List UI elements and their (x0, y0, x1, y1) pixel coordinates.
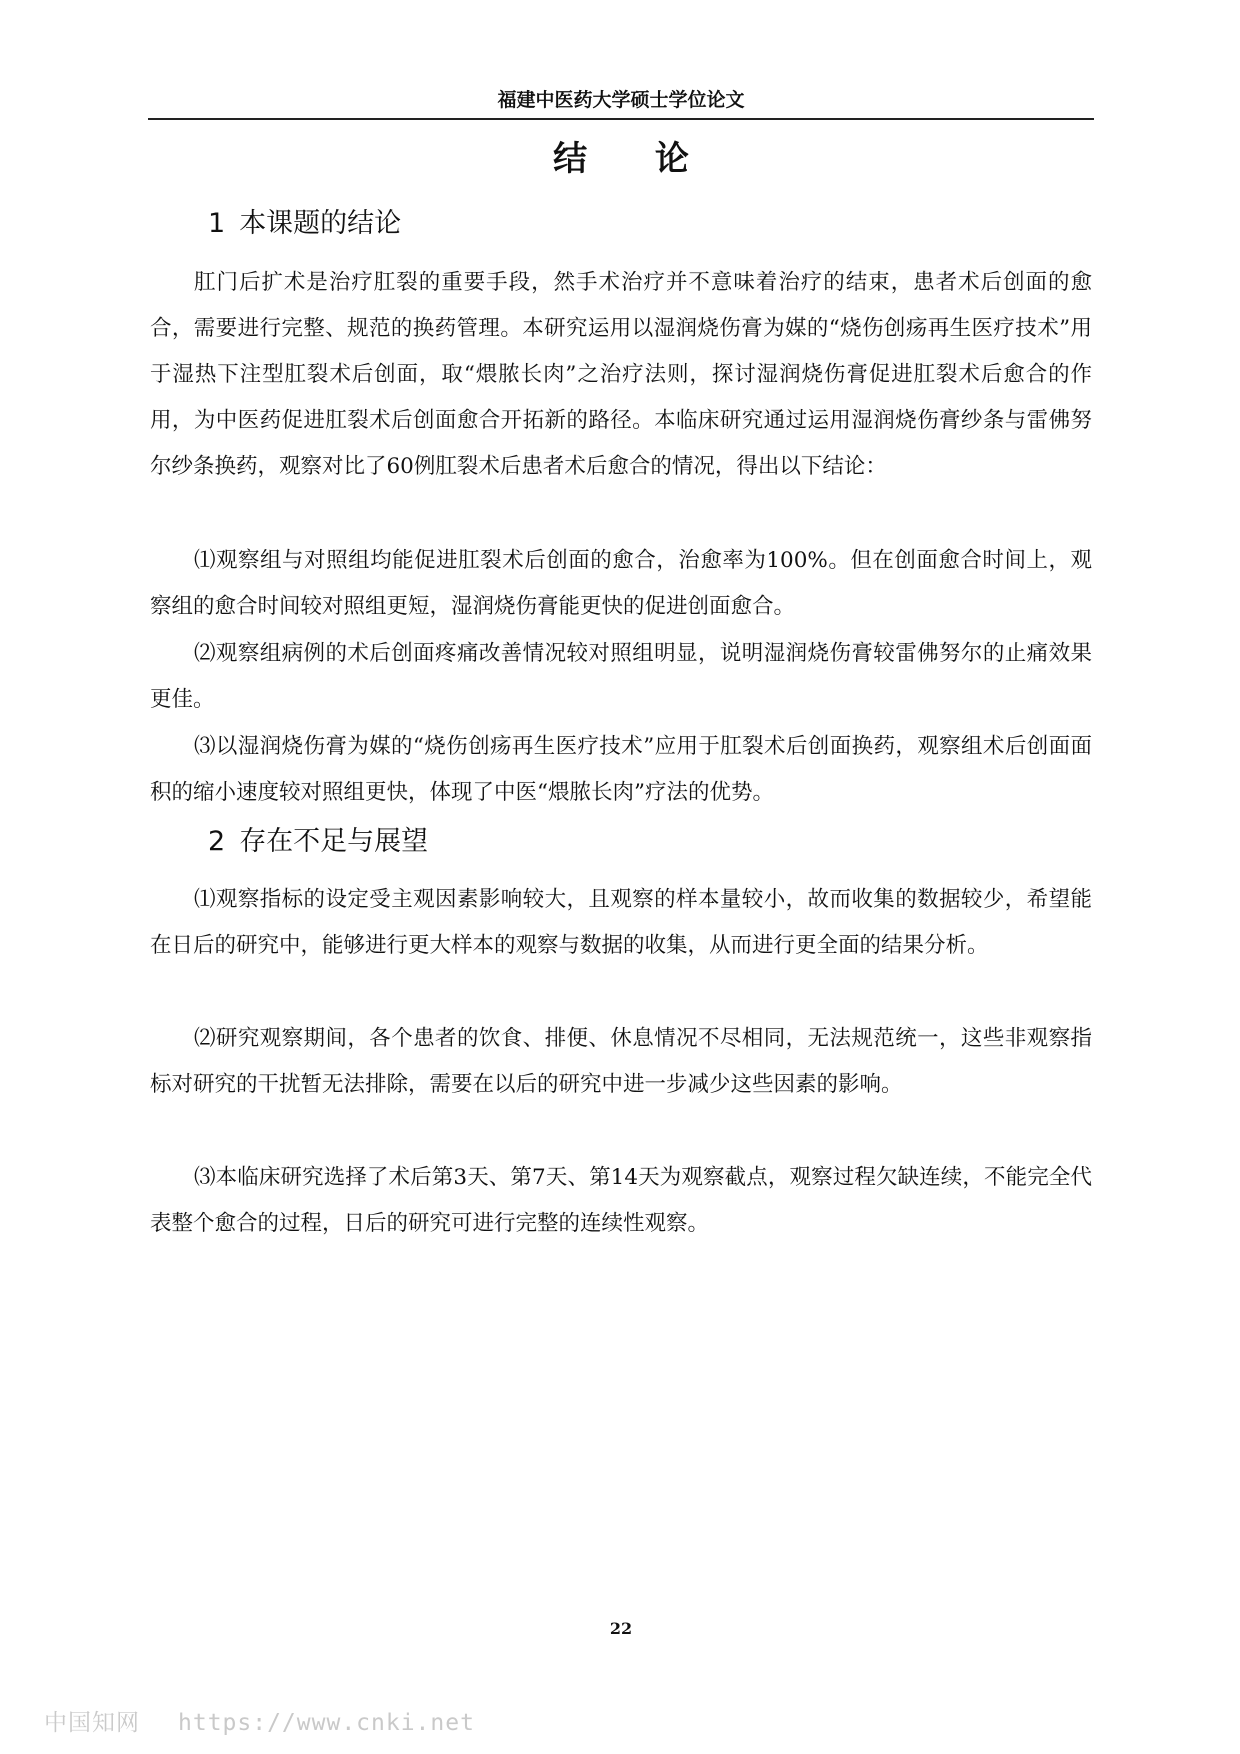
paragraph: ⑶本临床研究选择了术后第3天、第7天、第14天为观察截点，观察过程欠缺连续，不能完全代表整个愈合的过程，日后的研究可进行完整的连续性观察。 (150, 1165, 1092, 1236)
section-heading-1 (208, 204, 401, 244)
section-title: 本课题的结论 (239, 208, 402, 239)
paragraph: ⑴观察组与对照组均能促进肛裂术后创面的愈合，治愈率为100%。但在创面愈合时间上，观察组的愈合时间较对照组更短，湿润烧伤膏能更快的促进创面愈合。 (150, 548, 1092, 619)
page-number: 22 (609, 1619, 633, 1638)
paragraph: ⑶以湿润烧伤膏为媒的“烧伤创疡再生医疗技术”应用于肛裂术后创面换药，观察组术后创面面积的缩小速度较对照组更快，体现了中医“煨脓长肉”疗法的优势。 (150, 734, 1092, 805)
watermark (44, 1704, 475, 1737)
paragraph: ⑵研究观察期间，各个患者的饮食、排便、休息情况不尽相同，无法规范统一，这些非观察指标对研究的干扰暂无法排除，需要在以后的研究中进一步减少这些因素的影响。 (150, 1026, 1092, 1097)
paragraph: ⑴观察指标的设定受主观因素影响较大，且观察的样本量较小，故而收集的数据较少，希望能在日后的研究中，能够进行更大样本的观察与数据的收集，从而进行更全面的结果分析。 (150, 887, 1092, 958)
section-number: 1 (208, 208, 226, 239)
chapter-title: 结 论 (553, 139, 717, 179)
paragraph: ⑵观察组病例的术后创面疼痛改善情况较对照组明显，说明湿润烧伤膏较雷佛努尔的止痛效果更佳。 (150, 641, 1092, 712)
header-divider (148, 118, 1094, 120)
section-heading-2 (208, 822, 428, 862)
watermark-url: https://www.cnki.net (178, 1710, 475, 1736)
paragraph: 肛门后扩术是治疗肛裂的重要手段，然手术治疗并不意味着治疗的结束，患者术后创面的愈合，需要进行完整、规范的换药管理。本研究运用以湿润烧伤膏为媒的“烧伤创疡再生医疗技术”用于湿热下注型肛裂术后创面，取“煨脓长肉”之治疗法则，探讨湿润烧伤膏促进肛裂术后愈合的作用，为中医药促进肛裂术后创面愈合开拓新的路径。本临床研究通过运用湿润烧伤膏纱条与雷佛努尔纱条换药，观察对比了60例肛裂术后患者术后愈合的情况，得出以下结论： (150, 270, 1092, 479)
section-number: 2 (208, 826, 226, 857)
section-title: 存在不足与展望 (239, 826, 429, 857)
watermark-brand: 中国知网 (44, 1710, 140, 1736)
running-header: 福建中医药大学硕士学位论文 (497, 89, 745, 111)
